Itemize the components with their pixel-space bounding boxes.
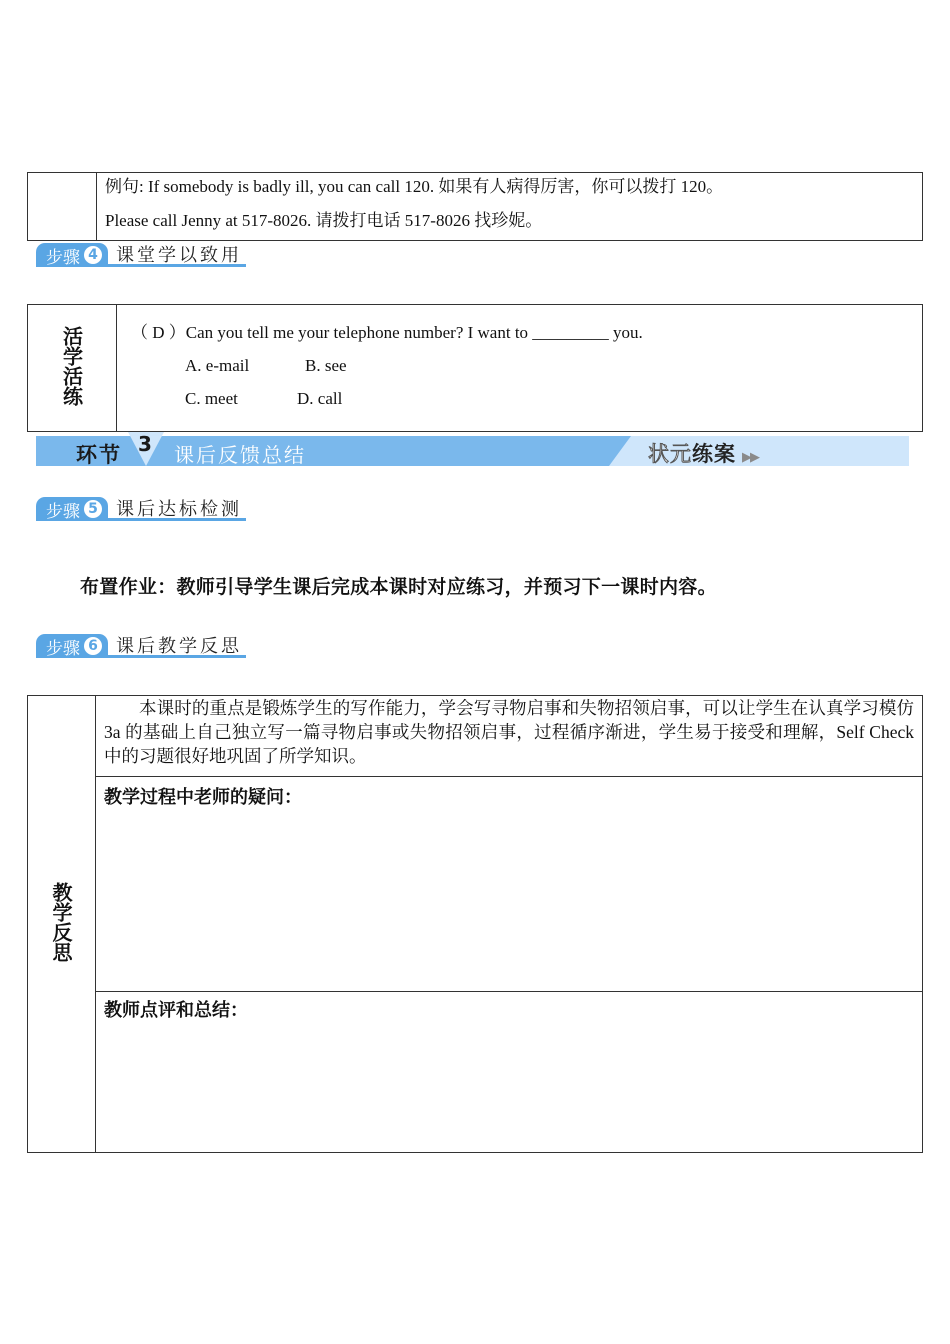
practice-options-row-1 (131, 349, 922, 383)
teacher-questions-cell[interactable] (96, 777, 923, 992)
practice-side-label: 活学活练 (59, 325, 84, 406)
homework-instruction: 布置作业：教师引导学生课后完成本课时对应练习，并预习下一课时内容。 (80, 576, 717, 598)
step-4-title: 课堂学以致用 (108, 243, 246, 267)
step-5-prefix: 步骤 (46, 501, 80, 522)
practice-side-cell (28, 305, 117, 432)
double-arrow-icon: ▶▶ (742, 450, 758, 465)
section-label: 环节 (76, 443, 122, 467)
step-5-pill (36, 497, 108, 521)
step-6-pill (36, 634, 108, 658)
section-number: 3 (138, 432, 152, 456)
section-3-banner (36, 432, 909, 467)
brand-solid-text: 练案 (692, 442, 736, 466)
step-5-title: 课后达标检测 (108, 497, 246, 521)
example-sentence-table (27, 172, 923, 241)
reflection-side-label: 教学反思 (49, 881, 73, 962)
practice-table (27, 304, 923, 432)
option-a: A. e-mail (185, 356, 250, 375)
reflection-summary: 本课时的重点是锻炼学生的写作能力，学会写寻物启事和失物招领启事，可以让学生在认真学习模仿 3a 的基础上自己独立写一篇寻物启事或失物招领启事，过程循序渐进，学生易于接受和理解，Self Check 中的习题很好地巩固了所学知识。 (104, 698, 914, 766)
step-5-banner (36, 495, 246, 521)
step-4-number-icon: 4 (84, 246, 102, 264)
teacher-comments-cell[interactable] (96, 992, 923, 1153)
option-b: B. see (305, 356, 347, 375)
example-content-cell (97, 173, 923, 241)
step-6-prefix: 步骤 (46, 638, 80, 659)
step-5-number-icon: 5 (84, 500, 102, 518)
practice-options-row-2 (131, 383, 922, 415)
step-4-banner (36, 241, 246, 267)
teacher-questions-label: 教学过程中老师的疑问： (104, 787, 302, 808)
step-6-title: 课后教学反思 (108, 634, 246, 658)
step-6-banner (36, 632, 246, 658)
example-sentence-2: Please call Jenny at 517-8026. 请拨打电话 517-8026 找珍妮。 (105, 211, 543, 230)
example-side-cell (28, 173, 97, 241)
section-title: 课后反馈总结 (174, 443, 306, 467)
option-d: D. call (297, 389, 343, 408)
reflection-table (27, 695, 923, 1153)
practice-question: （ D ）Can you tell me your telephone number? I want to _________ you. (131, 323, 643, 342)
brand-outline-text: 状元 (648, 442, 692, 466)
reflection-side-cell (28, 696, 96, 1153)
step-6-number-icon: 6 (84, 637, 102, 655)
practice-content-cell (117, 305, 923, 432)
teacher-comments-label: 教师点评和总结： (104, 1000, 248, 1021)
step-4-prefix: 步骤 (46, 247, 80, 268)
step-4-pill (36, 243, 108, 267)
example-sentence-1: 例句: If somebody is badly ill, you can call 120. 如果有人病得厉害，你可以拨打 120。 (105, 177, 724, 196)
section-brand (648, 438, 758, 468)
option-c: C. meet (185, 389, 238, 408)
reflection-summary-cell (96, 696, 923, 777)
